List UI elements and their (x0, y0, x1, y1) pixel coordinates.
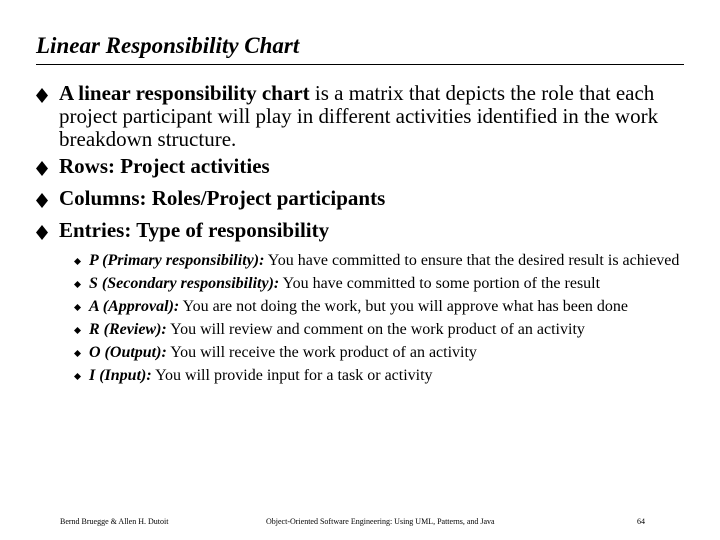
diamond-icon (36, 161, 48, 176)
diamond-icon (36, 225, 48, 240)
sub-bullet-item (74, 252, 684, 269)
sub-bullet-item (74, 321, 684, 338)
sub-bullet-text: You are not doing the work, but you will approve what has been done (179, 298, 629, 315)
main-bullet-list (36, 82, 686, 251)
small-diamond-icon (74, 281, 81, 288)
sub-bullet-text: You will review and comment on the work product of an activity (166, 321, 585, 338)
bullet-text: Columns: Roles/Project participants (59, 186, 386, 210)
sub-bullet-text: You have committed to ensure that the desired result is achieved (264, 252, 680, 269)
bullet-text: Entries: Type of responsibility (59, 218, 330, 242)
small-diamond-icon (74, 373, 81, 380)
sub-bullet-term: R (Review): (89, 321, 167, 338)
footer-authors: Bernd Bruegge & Allen H. Dutoit (60, 517, 169, 526)
title-underline (36, 64, 684, 65)
sub-bullet-list (74, 252, 684, 390)
small-diamond-icon (74, 350, 81, 357)
sub-bullet-term: P (Primary responsibility): (89, 252, 265, 269)
diamond-icon (36, 193, 48, 208)
sub-bullet-text: You have committed to some portion of the result (279, 275, 601, 292)
bullet-text: Rows: Project activities (59, 154, 270, 178)
bullet-item (36, 82, 686, 151)
slide-title: Linear Responsibility Chart (36, 33, 300, 58)
page-number: 64 (637, 517, 645, 526)
sub-bullet-item (74, 367, 684, 384)
small-diamond-icon (74, 258, 81, 265)
bullet-term: A linear responsibility chart (59, 81, 310, 105)
sub-bullet-term: A (Approval): (89, 298, 180, 315)
bullet-item (36, 187, 686, 210)
sub-bullet-term: S (Secondary responsibility): (89, 275, 280, 292)
bullet-item (36, 219, 686, 242)
small-diamond-icon (74, 304, 81, 311)
footer-book-title: Object-Oriented Software Engineering: Using UML, Patterns, and Java (266, 517, 495, 526)
sub-bullet-item (74, 275, 684, 292)
sub-bullet-item (74, 298, 684, 315)
bullet-text: is a matrix that depicts the role that each project participant will play in different activities identified in the work breakdown structure. (59, 81, 659, 151)
diamond-icon (36, 88, 48, 103)
sub-bullet-text: You will receive the work product of an activity (166, 344, 477, 361)
sub-bullet-term: O (Output): (89, 344, 167, 361)
bullet-item (36, 155, 686, 178)
sub-bullet-item (74, 344, 684, 361)
sub-bullet-text: You will provide input for a task or activity (151, 367, 433, 384)
sub-bullet-term: I (Input): (89, 367, 152, 384)
small-diamond-icon (74, 327, 81, 334)
